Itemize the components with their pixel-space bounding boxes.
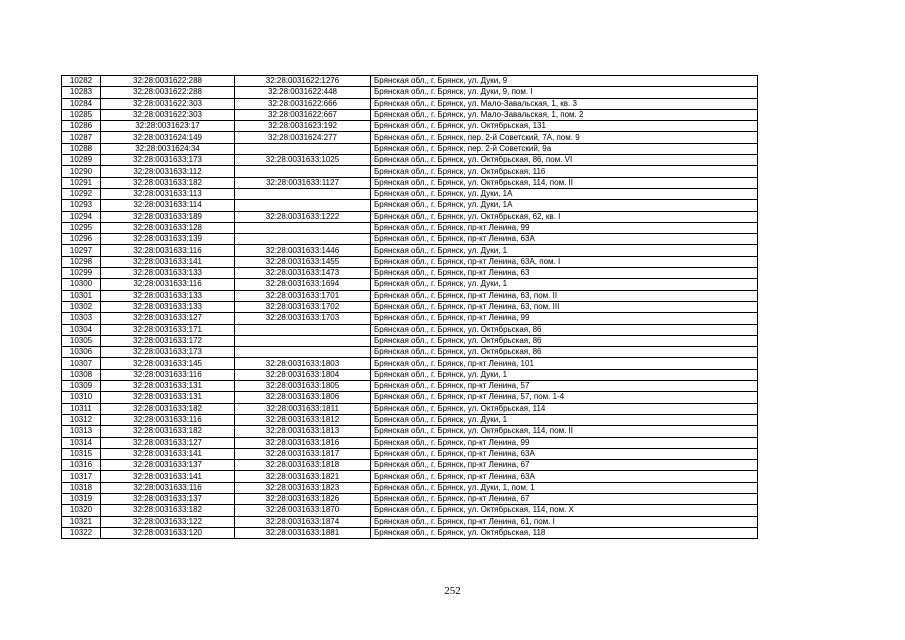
address-cell: Брянская обл., г. Брянск, ул. Октябрьская, 114 (371, 403, 758, 414)
address-cell: Брянская обл., г. Брянск, пр-кт Ленина, 63, пом. II (371, 290, 758, 301)
row-number-cell: 10285 (62, 109, 101, 120)
object-number-cell: 32:28:0031622:666 (235, 98, 371, 109)
table-row (62, 200, 758, 211)
table-row (62, 527, 758, 538)
row-number-cell: 10313 (62, 426, 101, 437)
parcel-number-cell: 32:28:0031633:113 (101, 188, 235, 199)
row-number-cell: 10301 (62, 290, 101, 301)
address-cell: Брянская обл., г. Брянск, пр-кт Ленина, 63А (371, 471, 758, 482)
object-number-cell: 32:28:0031633:1127 (235, 177, 371, 188)
row-number-cell: 10310 (62, 392, 101, 403)
address-cell: Брянская обл., г. Брянск, пр-кт Ленина, 99 (371, 313, 758, 324)
address-cell: Брянская обл., г. Брянск, ул. Дуки, 1 (371, 369, 758, 380)
row-number-cell: 10292 (62, 188, 101, 199)
address-cell: Брянская обл., г. Брянск, пр-кт Ленина, 57, пом. 1-4 (371, 392, 758, 403)
address-cell: Брянская обл., г. Брянск, ул. Октябрьская, 86, пом. VI (371, 155, 758, 166)
table-row (62, 426, 758, 437)
parcel-number-cell: 32:28:0031633:141 (101, 256, 235, 267)
address-cell: Брянская обл., г. Брянск, пр-кт Ленина, 63 (371, 268, 758, 279)
object-number-cell (235, 347, 371, 358)
table-row (62, 76, 758, 87)
parcel-number-cell: 32:28:0031633:116 (101, 414, 235, 425)
row-number-cell: 10308 (62, 369, 101, 380)
parcel-number-cell: 32:28:0031633:171 (101, 324, 235, 335)
row-number-cell: 10317 (62, 471, 101, 482)
address-cell: Брянская обл., г. Брянск, ул. Октябрьская, 86 (371, 335, 758, 346)
parcel-number-cell: 32:28:0031633:120 (101, 527, 235, 538)
table-row (62, 358, 758, 369)
address-cell: Брянская обл., г. Брянск, ул. Октябрьская, 114, пом. II (371, 177, 758, 188)
table-row (62, 177, 758, 188)
address-cell: Брянская обл., г. Брянск, ул. Октябрьская, 118 (371, 527, 758, 538)
object-number-cell: 32:28:0031633:1703 (235, 313, 371, 324)
object-number-cell: 32:28:0031633:1025 (235, 155, 371, 166)
row-number-cell: 10295 (62, 222, 101, 233)
parcel-number-cell: 32:28:0031633:116 (101, 369, 235, 380)
row-number-cell: 10318 (62, 482, 101, 493)
table-row (62, 313, 758, 324)
table-row (62, 392, 758, 403)
parcel-number-cell: 32:28:0031633:133 (101, 268, 235, 279)
object-number-cell: 32:28:0031633:1817 (235, 448, 371, 459)
object-number-cell: 32:28:0031622:1276 (235, 76, 371, 87)
object-number-cell: 32:28:0031622:667 (235, 109, 371, 120)
object-number-cell: 32:28:0031633:1874 (235, 516, 371, 527)
row-number-cell: 10316 (62, 460, 101, 471)
table-row (62, 222, 758, 233)
object-number-cell: 32:28:0031633:1803 (235, 358, 371, 369)
table-row (62, 245, 758, 256)
row-number-cell: 10291 (62, 177, 101, 188)
row-number-cell: 10302 (62, 301, 101, 312)
object-number-cell: 32:28:0031633:1811 (235, 403, 371, 414)
table-row (62, 279, 758, 290)
parcel-number-cell: 32:28:0031633:139 (101, 234, 235, 245)
parcel-number-cell: 32:28:0031633:173 (101, 347, 235, 358)
address-cell: Брянская обл., г. Брянск, ул. Октябрьская, 114, пом. X (371, 505, 758, 516)
row-number-cell: 10298 (62, 256, 101, 267)
row-number-cell: 10307 (62, 358, 101, 369)
object-number-cell: 32:28:0031633:1881 (235, 527, 371, 538)
parcel-number-cell: 32:28:0031633:127 (101, 437, 235, 448)
address-cell: Брянская обл., г. Брянск, ул. Дуки, 9 (371, 76, 758, 87)
table-row (62, 211, 758, 222)
table-row (62, 234, 758, 245)
row-number-cell: 10288 (62, 143, 101, 154)
object-number-cell: 32:28:0031633:1701 (235, 290, 371, 301)
parcel-number-cell: 32:28:0031633:128 (101, 222, 235, 233)
table-row (62, 335, 758, 346)
address-cell: Брянская обл., г. Брянск, пр-кт Ленина, 67 (371, 460, 758, 471)
address-cell: Брянская обл., г. Брянск, ул. Мало-Завальская, 1, пом. 2 (371, 109, 758, 120)
row-number-cell: 10322 (62, 527, 101, 538)
object-number-cell: 32:28:0031633:1813 (235, 426, 371, 437)
row-number-cell: 10300 (62, 279, 101, 290)
table-row (62, 188, 758, 199)
page-number: 252 (444, 585, 461, 597)
object-number-cell: 32:28:0031633:1806 (235, 392, 371, 403)
table-row (62, 448, 758, 459)
row-number-cell: 10283 (62, 87, 101, 98)
object-number-cell: 32:28:0031633:1812 (235, 414, 371, 425)
parcel-number-cell: 32:28:0031633:137 (101, 493, 235, 504)
row-number-cell: 10315 (62, 448, 101, 459)
address-cell: Брянская обл., г. Брянск, ул. Октябрьская, 114, пом. II (371, 426, 758, 437)
object-number-cell: 32:28:0031633:1805 (235, 381, 371, 392)
parcel-number-cell: 32:28:0031622:288 (101, 87, 235, 98)
address-cell: Брянская обл., г. Брянск, ул. Октябрьская, 62, кв. I (371, 211, 758, 222)
parcel-number-cell: 32:28:0031633:114 (101, 200, 235, 211)
parcel-number-cell: 32:28:0031633:182 (101, 177, 235, 188)
registry-table-body (62, 76, 758, 539)
object-number-cell: 32:28:0031633:1222 (235, 211, 371, 222)
object-number-cell: 32:28:0031624:277 (235, 132, 371, 143)
table-row (62, 493, 758, 504)
parcel-number-cell: 32:28:0031622:288 (101, 76, 235, 87)
row-number-cell: 10290 (62, 166, 101, 177)
row-number-cell: 10294 (62, 211, 101, 222)
table-row (62, 132, 758, 143)
address-cell: Брянская обл., г. Брянск, ул. Мало-Завальская, 1, кв. 3 (371, 98, 758, 109)
parcel-number-cell: 32:28:0031633:141 (101, 471, 235, 482)
table-row (62, 121, 758, 132)
parcel-number-cell: 32:28:0031624:34 (101, 143, 235, 154)
row-number-cell: 10293 (62, 200, 101, 211)
row-number-cell: 10314 (62, 437, 101, 448)
parcel-number-cell: 32:28:0031633:116 (101, 245, 235, 256)
address-cell: Брянская обл., г. Брянск, пр-кт Ленина, 63А (371, 448, 758, 459)
object-number-cell: 32:28:0031633:1446 (235, 245, 371, 256)
object-number-cell (235, 324, 371, 335)
address-cell: Брянская обл., г. Брянск, ул. Дуки, 1 (371, 245, 758, 256)
table-row (62, 290, 758, 301)
address-cell: Брянская обл., г. Брянск, ул. Дуки, 1А (371, 200, 758, 211)
table-row (62, 516, 758, 527)
address-cell: Брянская обл., г. Брянск, ул. Октябрьская, 86 (371, 347, 758, 358)
table-row (62, 324, 758, 335)
row-number-cell: 10321 (62, 516, 101, 527)
table-row (62, 381, 758, 392)
row-number-cell: 10305 (62, 335, 101, 346)
row-number-cell: 10303 (62, 313, 101, 324)
row-number-cell: 10311 (62, 403, 101, 414)
parcel-number-cell: 32:28:0031633:133 (101, 301, 235, 312)
address-cell: Брянская обл., г. Брянск, пр-кт Ленина, 99 (371, 437, 758, 448)
address-cell: Брянская обл., г. Брянск, ул. Октябрьская, 131 (371, 121, 758, 132)
table-row (62, 87, 758, 98)
object-number-cell: 32:28:0031633:1473 (235, 268, 371, 279)
table-row (62, 437, 758, 448)
object-number-cell: 32:28:0031623:192 (235, 121, 371, 132)
object-number-cell (235, 188, 371, 199)
cadastral-registry-table (61, 75, 758, 539)
address-cell: Брянская обл., г. Брянск, ул. Дуки, 1А (371, 188, 758, 199)
table-row (62, 369, 758, 380)
address-cell: Брянская обл., г. Брянск, пр-кт Ленина, 61, пом. I (371, 516, 758, 527)
object-number-cell (235, 222, 371, 233)
parcel-number-cell: 32:28:0031633:131 (101, 392, 235, 403)
parcel-number-cell: 32:28:0031633:112 (101, 166, 235, 177)
table-row (62, 166, 758, 177)
parcel-number-cell: 32:28:0031633:116 (101, 279, 235, 290)
table-row (62, 109, 758, 120)
table-row (62, 98, 758, 109)
object-number-cell (235, 200, 371, 211)
address-cell: Брянская обл., г. Брянск, пр-кт Ленина, 99 (371, 222, 758, 233)
parcel-number-cell: 32:28:0031633:182 (101, 505, 235, 516)
table-row (62, 347, 758, 358)
table-row (62, 155, 758, 166)
table-row (62, 143, 758, 154)
row-number-cell: 10296 (62, 234, 101, 245)
address-cell: Брянская обл., г. Брянск, ул. Дуки, 1, пом. 1 (371, 482, 758, 493)
parcel-number-cell: 32:28:0031633:127 (101, 313, 235, 324)
row-number-cell: 10282 (62, 76, 101, 87)
address-cell: Брянская обл., г. Брянск, пер. 2-й Советский, 9а (371, 143, 758, 154)
object-number-cell: 32:28:0031633:1702 (235, 301, 371, 312)
object-number-cell (235, 234, 371, 245)
parcel-number-cell: 32:28:0031622:303 (101, 109, 235, 120)
row-number-cell: 10304 (62, 324, 101, 335)
parcel-number-cell: 32:28:0031633:145 (101, 358, 235, 369)
table-row (62, 460, 758, 471)
row-number-cell: 10312 (62, 414, 101, 425)
address-cell: Брянская обл., г. Брянск, ул. Октябрьская, 116 (371, 166, 758, 177)
parcel-number-cell: 32:28:0031633:141 (101, 448, 235, 459)
table-row (62, 403, 758, 414)
parcel-number-cell: 32:28:0031633:137 (101, 460, 235, 471)
row-number-cell: 10297 (62, 245, 101, 256)
parcel-number-cell: 32:28:0031633:182 (101, 426, 235, 437)
row-number-cell: 10319 (62, 493, 101, 504)
row-number-cell: 10320 (62, 505, 101, 516)
table-row (62, 471, 758, 482)
object-number-cell: 32:28:0031633:1804 (235, 369, 371, 380)
table-row (62, 268, 758, 279)
row-number-cell: 10289 (62, 155, 101, 166)
parcel-number-cell: 32:28:0031633:173 (101, 155, 235, 166)
object-number-cell (235, 143, 371, 154)
object-number-cell (235, 166, 371, 177)
object-number-cell: 32:28:0031633:1826 (235, 493, 371, 504)
parcel-number-cell: 32:28:0031633:182 (101, 403, 235, 414)
object-number-cell: 32:28:0031633:1818 (235, 460, 371, 471)
address-cell: Брянская обл., г. Брянск, пр-кт Ленина, 57 (371, 381, 758, 392)
row-number-cell: 10287 (62, 132, 101, 143)
parcel-number-cell: 32:28:0031623:17 (101, 121, 235, 132)
object-number-cell: 32:28:0031633:1823 (235, 482, 371, 493)
object-number-cell: 32:28:0031622:448 (235, 87, 371, 98)
table-row (62, 482, 758, 493)
address-cell: Брянская обл., г. Брянск, ул. Дуки, 1 (371, 279, 758, 290)
object-number-cell: 32:28:0031633:1816 (235, 437, 371, 448)
parcel-number-cell: 32:28:0031633:189 (101, 211, 235, 222)
table-row (62, 414, 758, 425)
address-cell: Брянская обл., г. Брянск, пер. 2-й Советский, 7А, пом. 9 (371, 132, 758, 143)
address-cell: Брянская обл., г. Брянск, пр-кт Ленина, 63А, пом. I (371, 256, 758, 267)
row-number-cell: 10284 (62, 98, 101, 109)
object-number-cell: 32:28:0031633:1694 (235, 279, 371, 290)
object-number-cell: 32:28:0031633:1455 (235, 256, 371, 267)
parcel-number-cell: 32:28:0031633:122 (101, 516, 235, 527)
address-cell: Брянская обл., г. Брянск, пр-кт Ленина, 101 (371, 358, 758, 369)
parcel-number-cell: 32:28:0031633:133 (101, 290, 235, 301)
address-cell: Брянская обл., г. Брянск, ул. Дуки, 9, пом. I (371, 87, 758, 98)
row-number-cell: 10309 (62, 381, 101, 392)
table-row (62, 505, 758, 516)
address-cell: Брянская обл., г. Брянск, пр-кт Ленина, 67 (371, 493, 758, 504)
row-number-cell: 10286 (62, 121, 101, 132)
parcel-number-cell: 32:28:0031633:172 (101, 335, 235, 346)
parcel-number-cell: 32:28:0031633:131 (101, 381, 235, 392)
parcel-number-cell: 32:28:0031633:116 (101, 482, 235, 493)
row-number-cell: 10299 (62, 268, 101, 279)
object-number-cell (235, 335, 371, 346)
object-number-cell: 32:28:0031633:1870 (235, 505, 371, 516)
row-number-cell: 10306 (62, 347, 101, 358)
address-cell: Брянская обл., г. Брянск, ул. Октябрьская, 86 (371, 324, 758, 335)
object-number-cell: 32:28:0031633:1821 (235, 471, 371, 482)
address-cell: Брянская обл., г. Брянск, пр-кт Ленина, 63, пом. III (371, 301, 758, 312)
parcel-number-cell: 32:28:0031624:149 (101, 132, 235, 143)
address-cell: Брянская обл., г. Брянск, ул. Дуки, 1 (371, 414, 758, 425)
table-row (62, 256, 758, 267)
parcel-number-cell: 32:28:0031622:303 (101, 98, 235, 109)
address-cell: Брянская обл., г. Брянск, пр-кт Ленина, 63А (371, 234, 758, 245)
table-row (62, 301, 758, 312)
